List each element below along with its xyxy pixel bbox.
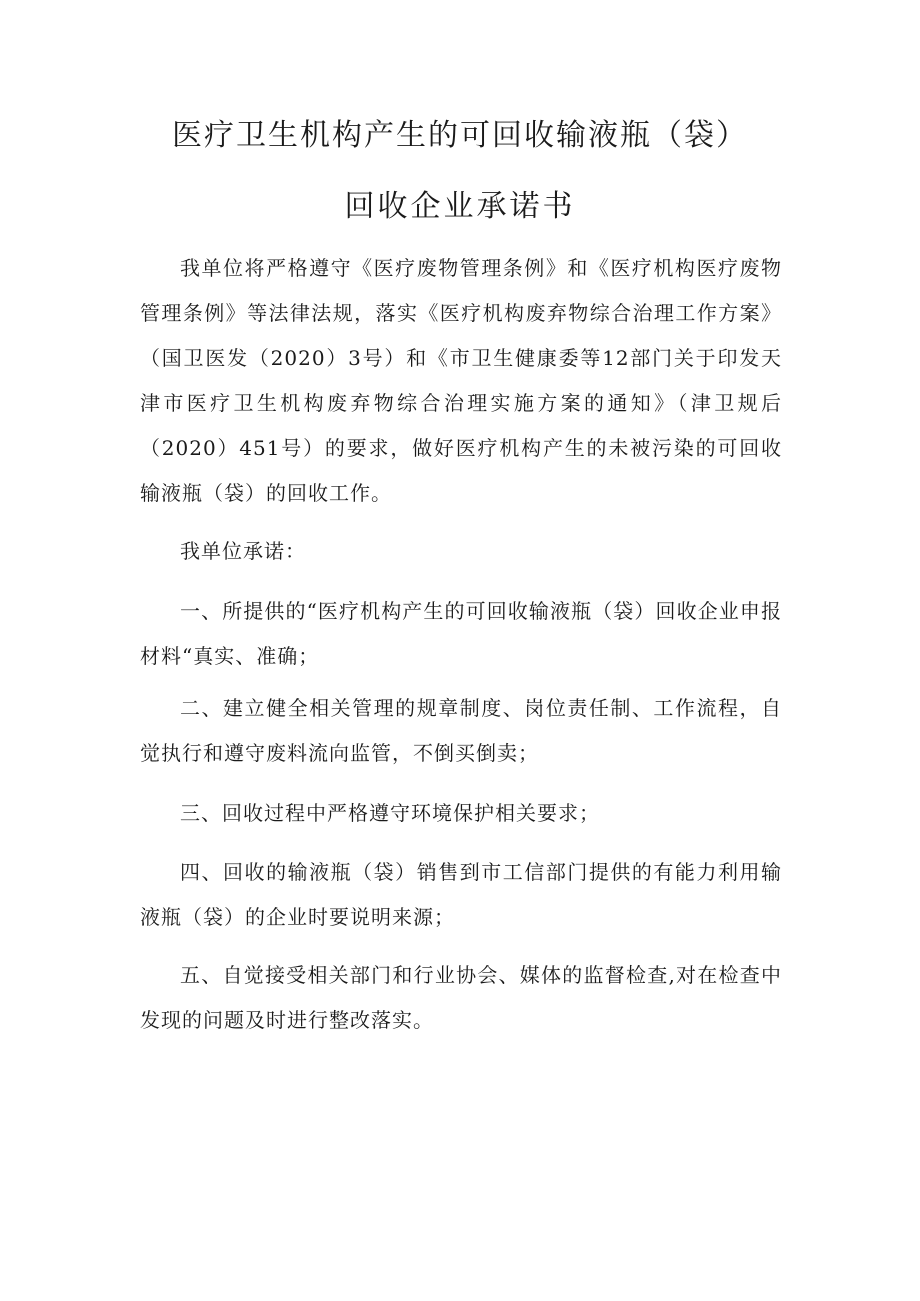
intro-paragraph: 我单位将严格遵守《医疗废物管理条例》和《医疗机构医疗废物管理条例》等法律法规，落实《医疗机构废弃物综合治理工作方案》（国卫医发（2020）3号）和《市卫生健康委等12部门关于印发天津市医疗卫生机构废弃物综合治理实施方案的通知》（津卫规后（2020）451号）的要求，做好医疗机构产生的未被污染的可回收输液瓶（袋）的回收工作。 — [140, 256, 782, 505]
commitment-item-2: 二、建立健全相关管理的规章制度、岗位责任制、工作流程，自觉执行和遵守废料流向监管，不倒买倒卖； — [140, 696, 782, 765]
commitment-heading: 我单位承诺： — [180, 539, 306, 563]
commitment-item-1: 一、所提供的“医疗机构产生的可回收输液瓶（袋）回收企业申报材料“真实、准确； — [140, 599, 782, 668]
commitment-item-4: 四、回收的输液瓶（袋）销售到市工信部门提供的有能力利用输液瓶（袋）的企业时要说明来源； — [140, 860, 782, 929]
document-title-line-2: 回收企业承诺书 — [344, 189, 576, 224]
document-title-line-1: 医疗卫生机构产生的可回收输液瓶（袋） — [172, 118, 748, 153]
commitment-item-3: 三、回收过程中严格遵守环境保护相关要求； — [180, 801, 600, 825]
commitment-item-5: 五、自觉接受相关部门和行业协会、媒体的监督检查,对在检查中发现的问题及时进行整改落实。 — [140, 963, 782, 1032]
